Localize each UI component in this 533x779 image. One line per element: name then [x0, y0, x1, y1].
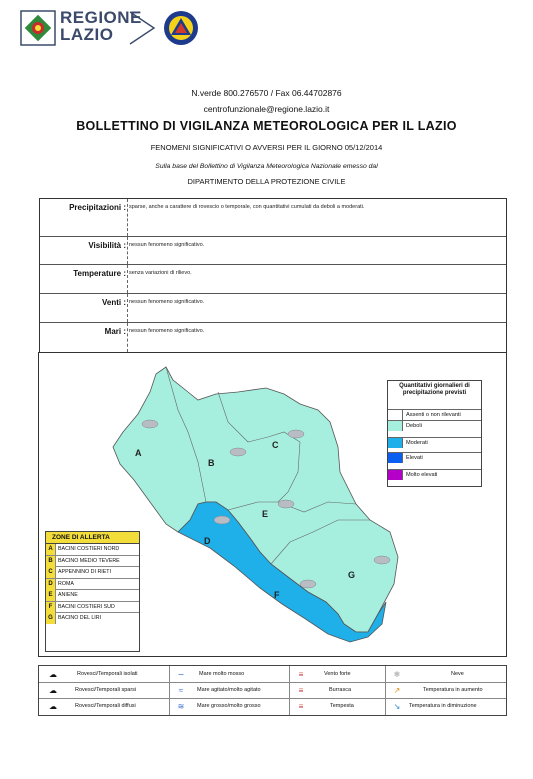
zone-name: BACINI COSTIERI SUD — [58, 603, 115, 610]
zone-letter: G — [46, 613, 56, 624]
precipitation-legend-title: Quantitativi giornalieri di precipitazione previsti — [399, 383, 470, 396]
zone-name: BACINO MEDIO TEVERE — [58, 557, 120, 564]
zone-name: APPENNINO DI RIETI — [58, 569, 111, 575]
basis-note: Sulla base del Bollettino di Vigilanza Meteorologica Nazionale emesso dal — [155, 163, 378, 170]
color-swatch — [388, 438, 403, 448]
protezione-civile-logo-icon — [162, 9, 200, 47]
map-region-light — [113, 367, 398, 632]
sea-heavy-icon: ≋ — [177, 702, 185, 711]
list-item — [46, 567, 139, 579]
color-swatch — [388, 421, 403, 431]
sea-rough-icon: ∼ — [177, 670, 185, 679]
list-item — [388, 409, 481, 420]
squall-icon: ≡ — [298, 686, 304, 695]
zone-label-g: G — [348, 570, 356, 580]
widespread-showers-icon: ☁ — [49, 702, 57, 711]
temp-down-icon: ↘ — [393, 702, 401, 711]
list-item — [46, 613, 139, 625]
legend-label: Burrasca — [329, 687, 352, 693]
isolated-showers-icon: ☁ — [49, 670, 57, 679]
zone-label-b: B — [208, 458, 215, 468]
legend-label: Neve — [451, 671, 464, 677]
color-swatch — [388, 453, 403, 463]
scattered-showers-icon: ☁ — [49, 686, 57, 695]
snow-icon: ❄ — [393, 670, 401, 679]
zone-letter: D — [46, 579, 56, 590]
temp-up-icon: ↗ — [393, 686, 401, 695]
zone-label-d: D — [204, 536, 211, 546]
list-item — [46, 556, 139, 568]
table-row — [40, 237, 506, 265]
legend-label: Rovesci/Temporali sparsi — [75, 687, 137, 693]
table-row — [40, 294, 506, 323]
zone-label-c: C — [272, 440, 279, 450]
zone-letter: A — [46, 544, 56, 555]
zone-letter: C — [46, 567, 56, 578]
alert-zones-title: ZONE DI ALLERTA — [46, 532, 139, 544]
table-row — [40, 265, 506, 294]
phenomenon-text: nessun fenomeno significativo. — [129, 242, 205, 248]
page-subtitle: FENOMENI SIGNIFICATIVI O AVVERSI PER IL GIORNO 05/12/2014 — [150, 143, 383, 152]
zone-name: BACINO DEL LIRI — [58, 615, 102, 621]
legend-label: Temperatura in aumento — [423, 687, 483, 693]
lazio-emblem-icon — [20, 10, 56, 46]
phenomenon-text: nessun fenomeno significativo. — [129, 328, 205, 334]
legend-label: Elevati — [406, 455, 423, 461]
list-item — [388, 469, 481, 480]
legend-label: Molto elevati — [406, 472, 438, 478]
zone-name: ANIENE — [58, 592, 78, 598]
legend-label: Deboli — [406, 423, 422, 429]
legend-label: Assenti o non rilevanti — [406, 412, 461, 418]
list-item — [388, 452, 481, 463]
strong-wind-icon: ≡ — [298, 670, 304, 679]
department-name: DIPARTIMENTO DELLA PROTEZIONE CIVILE — [187, 177, 346, 186]
phenomenon-label: Precipitazioni : — [69, 203, 126, 212]
phenomenon-text: sparse, anche a carattere di rovescio o temporale, con quantitativi cumulati da deboli a moderati. — [129, 204, 365, 210]
phenomenon-label: Temperature : — [73, 269, 126, 278]
legend-label: Moderati — [406, 440, 428, 446]
phenomenon-text: nessun fenomeno significativo. — [129, 299, 205, 305]
table-row — [40, 323, 506, 352]
list-item — [46, 579, 139, 591]
zone-letter: F — [46, 602, 56, 613]
symbols-legend — [38, 665, 507, 716]
legend-label: Rovesci/Temporali isolati — [77, 671, 138, 677]
alert-zones-legend — [45, 531, 140, 652]
legend-label: Tempesta — [330, 703, 354, 709]
region-logo-line1: REGIONE — [60, 8, 142, 27]
zone-label-f: F — [274, 590, 280, 600]
phenomenon-label: Visibilità : — [88, 241, 126, 250]
table-row — [40, 199, 506, 237]
contact-email[interactable]: centrofunzionale@regione.lazio.it — [203, 104, 330, 114]
page-title: BOLLETTINO DI VIGILANZA METEOROLOGICA PER IL LAZIO — [76, 119, 457, 133]
zone-name: ROMA — [58, 580, 74, 587]
legend-label: Mare agitato/molto agitato — [197, 687, 261, 693]
logo-divider-icon — [128, 10, 158, 46]
region-logo-line2: LAZIO — [60, 25, 114, 44]
contact-phone: N.verde 800.276570 / Fax 06.44702876 — [191, 88, 342, 98]
precipitation-legend — [387, 380, 482, 487]
zone-name: BACINI COSTIERI NORD — [58, 546, 120, 552]
color-swatch — [388, 470, 403, 480]
list-item — [46, 590, 139, 602]
legend-label: Mare grosso/molto grosso — [197, 703, 261, 709]
zone-label-e: E — [262, 509, 269, 519]
legend-label: Vento forte — [324, 671, 351, 677]
phenomenon-label: Venti : — [101, 298, 126, 307]
phenomenon-label: Mari : — [104, 327, 126, 336]
phenomenon-text: senza variazioni di rilievo. — [129, 270, 192, 276]
zone-letter: E — [46, 590, 56, 601]
legend-label: Mare molto mosso — [199, 671, 245, 677]
zone-label-a: A — [135, 448, 142, 458]
list-item — [388, 420, 481, 431]
list-item — [46, 544, 139, 556]
color-swatch — [388, 410, 403, 420]
list-item — [388, 437, 481, 448]
legend-label: Rovesci/Temporali diffusi — [75, 703, 136, 709]
zone-letter: B — [46, 556, 56, 567]
storm-icon: ≡ — [298, 702, 304, 711]
sea-agitated-icon: ≈ — [178, 686, 184, 695]
list-item — [46, 602, 139, 614]
phenomena-table — [39, 198, 507, 353]
legend-label: Temperatura in diminuzione — [409, 703, 477, 709]
